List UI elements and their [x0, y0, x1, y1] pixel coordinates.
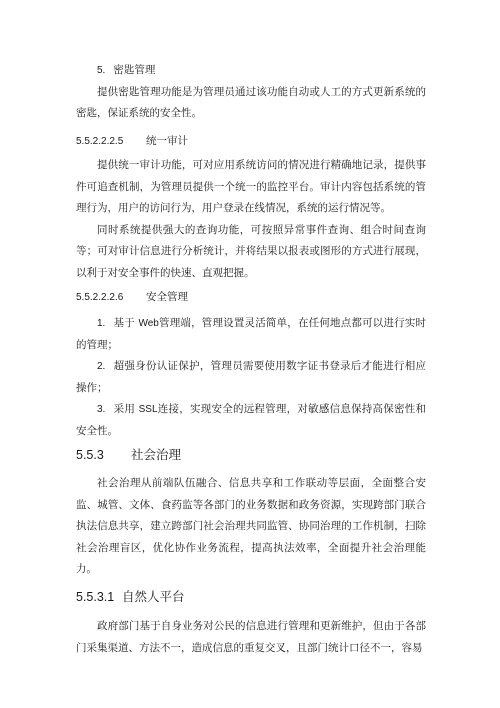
social-section: [76, 473, 426, 581]
social-heading-title: 社会治理: [131, 447, 182, 462]
key-management-title: 密匙管理: [113, 64, 156, 76]
audit-heading-title: 统一审计: [146, 135, 188, 147]
security-item-3: 3. 采用 SSL连接，实现安全的远程管理，对敏感信息保持高保密性和安全性。: [76, 403, 426, 437]
natural-person-heading: [76, 588, 426, 606]
security-item-2: 2. 超强身份认证保护，管理员需要使用数字证书登录后才能进行相应操作；: [76, 360, 426, 394]
social-heading: [76, 446, 426, 464]
audit-paragraph-2: 同时系统提供强大的查询功能，可按照异常事件查询、组合时间查询等；可对审计信息进行分析统计，并将结果以报表或图形的方式进行展现，以利于对安全事件的快速、直观把握。: [76, 223, 426, 279]
security-heading-number: 5.5.2.2.2.6: [76, 292, 124, 303]
natural-person-heading-number: 5.5.3.1: [76, 590, 115, 604]
audit-section: [76, 155, 426, 284]
security-heading: [76, 289, 426, 306]
audit-heading: [76, 133, 426, 150]
security-item-1: 1. 基于 Web管理端，管理设置灵活简单，在任何地点都可以进行实时的管理；: [76, 317, 427, 351]
key-management-section: [76, 60, 426, 125]
natural-person-paragraph: 政府部门基于自身业务对公民的信息进行管理和更新维护，但由于各部门采集渠道、方法不一，造成信息的重复交叉，且部门统计口径不一，容易: [76, 620, 426, 654]
key-management-number: 5.: [97, 65, 106, 76]
security-list: [76, 313, 426, 442]
key-management-text: 提供密匙管理功能是为管理员通过该功能自动或人工的方式更新系统的密匙，保证系统的安全性。: [76, 85, 426, 119]
social-paragraph: 社会治理从前端队伍融合、信息共享和工作联动等层面，全面整合安监、城管、文体、食药监等各部门的业务数据和政务资源，实现跨部门联合执法信息共享，建立跨部门社会治理共同监管、协同治理的工作机制，扫除社会治理盲区，优化协作业务流程，提高执法效率，全面提升社会治理能力。: [76, 477, 426, 575]
natural-person-section: [76, 616, 426, 659]
key-management-heading: [76, 60, 426, 82]
security-heading-title: 安全管理: [146, 291, 188, 303]
social-heading-number: 5.5.3: [76, 448, 104, 462]
audit-paragraph-1: 提供统一审计功能，可对应用系统访问的情况进行精确地记录，提供事件可追查机制，为管理员提供一个统一的监控平台。审计内容包括系统的管理行为，用户的访问行为，用户登录在线情况，系统的运行情况等。: [76, 159, 426, 214]
natural-person-heading-title: 自然人平台: [122, 589, 185, 604]
audit-heading-number: 5.5.2.2.2.5: [76, 136, 124, 147]
